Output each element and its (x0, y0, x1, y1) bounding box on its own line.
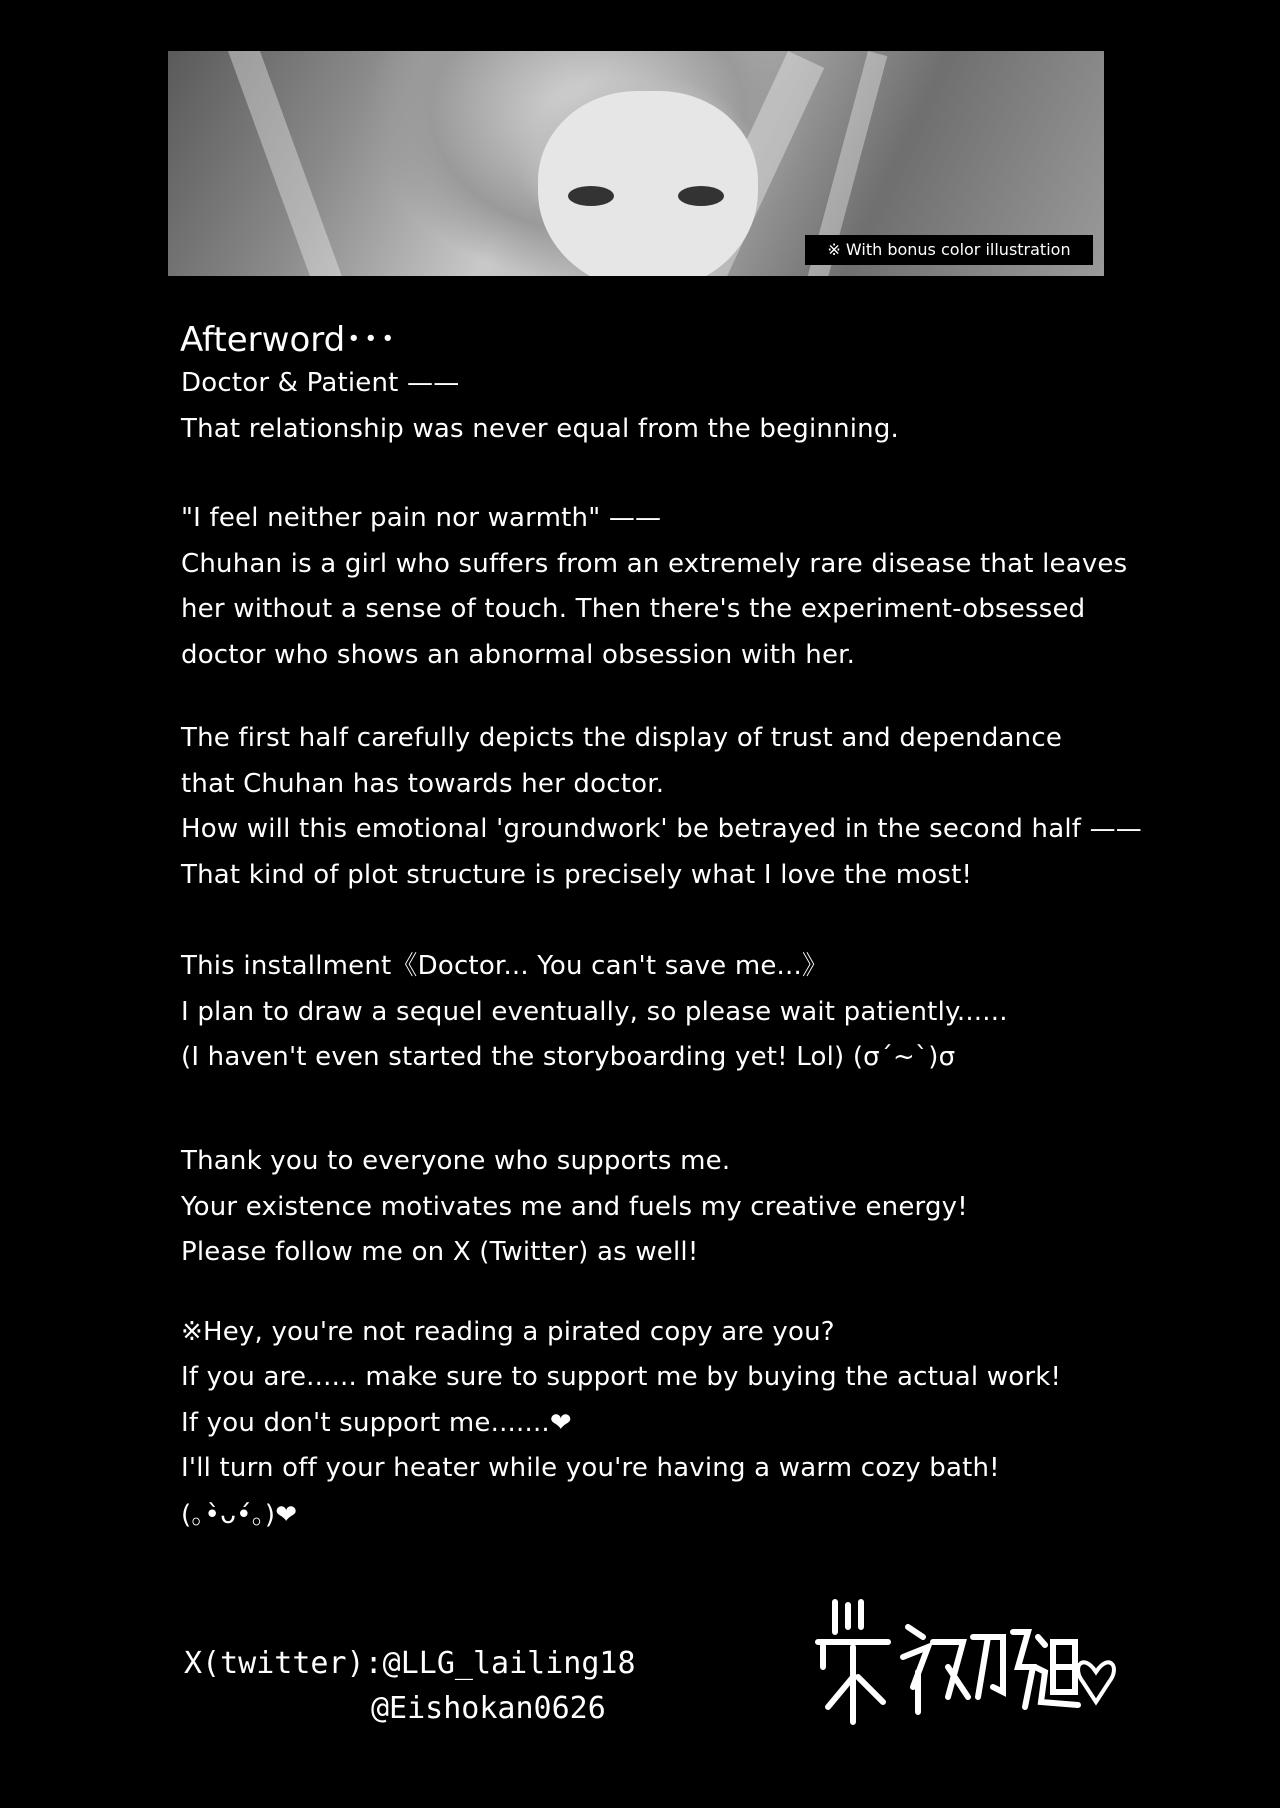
text-line: The first half carefully depicts the display of trust and dependance (181, 723, 1063, 753)
twitter-handle-secondary: @Eishokan0626 (371, 1691, 606, 1726)
author-signature (813, 1597, 1125, 1727)
bonus-illustration-badge: ※ With bonus color illustration (805, 235, 1093, 265)
text-line: I'll turn off your heater while you're having a warm cozy bath! (181, 1453, 1000, 1483)
text-line: Please follow me on X (Twitter) as well! (181, 1237, 699, 1267)
text-line: ※Hey, you're not reading a pirated copy are you? (181, 1317, 835, 1347)
text-line: Thank you to everyone who supports me. (181, 1146, 731, 1176)
text-line: her without a sense of touch. Then there's the experiment-obsessed (181, 594, 1086, 624)
text-line: that Chuhan has towards her doctor. (181, 769, 665, 799)
text-line: Chuhan is a girl who suffers from an extremely rare disease that leaves (181, 549, 1128, 579)
text-line: Your existence motivates me and fuels my creative energy! (181, 1192, 968, 1222)
character-face (538, 91, 758, 276)
text-line: "I feel neither pain nor warmth" —— (181, 503, 662, 533)
text-line: I plan to draw a sequel eventually, so please wait patiently...... (181, 997, 1008, 1027)
text-line: If you are...... make sure to support me by buying the actual work! (181, 1362, 1062, 1392)
text-line: If you don't support me.......❤ (181, 1408, 572, 1438)
text-line: (｡•̀ᴗ•́｡)❤ (181, 1500, 298, 1530)
text-line: Doctor & Patient —— (181, 368, 460, 398)
cover-illustration-banner (168, 51, 1104, 276)
text-line: How will this emotional 'groundwork' be betrayed in the second half —— (181, 814, 1142, 844)
text-line: doctor who shows an abnormal obsession with her. (181, 640, 856, 670)
text-line: This installment《Doctor... You can't save me...》 (181, 951, 829, 981)
text-line: That relationship was never equal from the beginning. (181, 414, 900, 444)
text-line: (I haven't even started the storyboarding yet! Lol) (σ´~`)σ (181, 1042, 956, 1072)
text-line: That kind of plot structure is precisely what I love the most! (181, 860, 973, 890)
twitter-handle: X(twitter):@LLG_lailing18 (184, 1646, 636, 1681)
afterword-title: Afterword･･･ (180, 320, 397, 360)
